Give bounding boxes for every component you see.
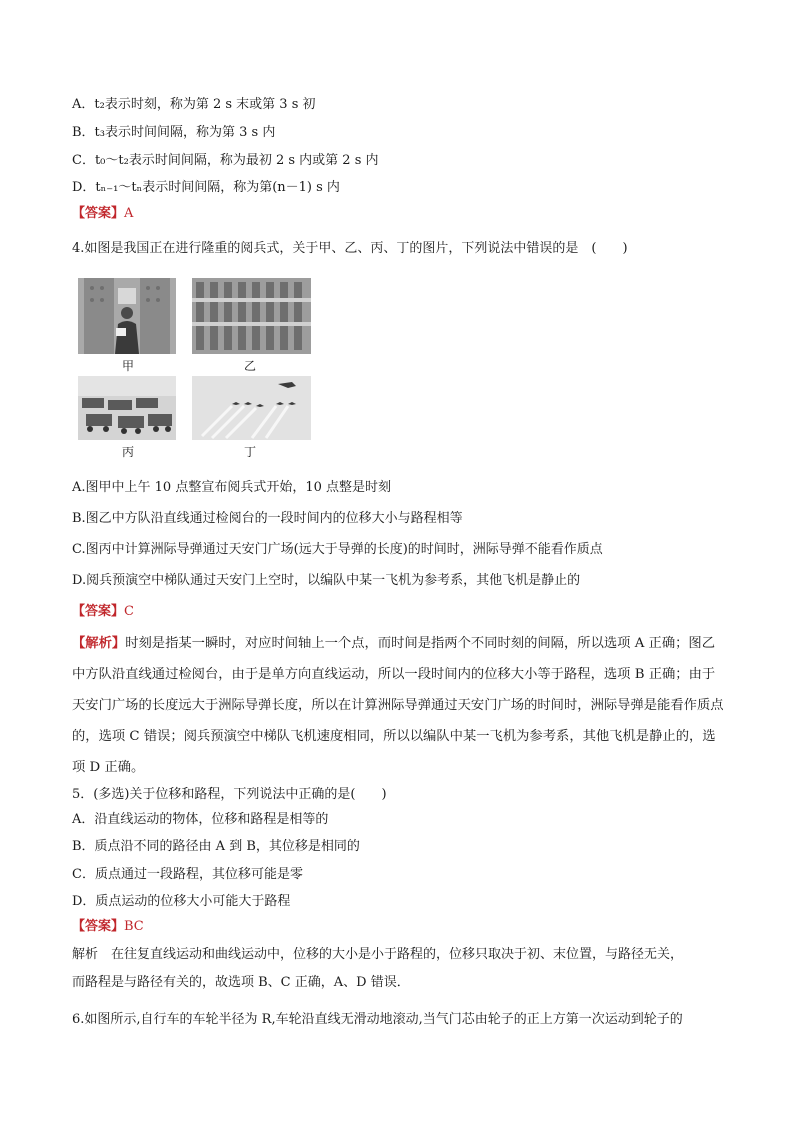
analysis-text: 时刻是指某一瞬时，对应时间轴上一个点，而时间是指两个不同时刻的间隔，所以选项 A 正确；图乙中方队沿直线通过检阅台，由于是单方向直线运动，所以一段时间内的位移大小等于路程，选项 B 正确；由于天安门广场的长度远大于洲际导弹长度，所以在计算洲际导弹通过天安门广场的时间时，洲际导弹是能看作质点的，选项 C 错误；阅兵预演空中梯队飞机速度相同，所以以编队中某一飞机为参考系，其他飞机是静止的，选项 D 正确。	[72, 636, 724, 775]
answer-value: BC	[124, 919, 144, 934]
q5-analysis-line1: 解析 在往复直线运动和曲线运动中，位移的大小是小于路程的，位移只取决于初、末位置，与路径无关，	[72, 947, 684, 962]
caption-yi: 乙	[243, 359, 256, 373]
photo-jia	[78, 278, 176, 354]
answer-value: C	[124, 604, 134, 619]
q5-analysis-line2: 而路程是与路径有关的，故选项 B、C 正确，A、D 错误．	[72, 975, 410, 990]
q5-answer	[72, 918, 144, 936]
caption-jia: 甲	[121, 359, 134, 373]
q3-option-a: A．t₂表示时刻，称为第 2 s 末或第 3 s 初	[72, 97, 316, 112]
photo-yi	[192, 278, 311, 354]
q5-option-a: A．沿直线运动的物体，位移和路程是相等的	[72, 812, 329, 827]
q3-option-c: C．t₀～t₂表示时间间隔，称为最初 2 s 内或第 2 s 内	[72, 153, 379, 168]
photo-bing	[78, 376, 176, 440]
analysis-label: 【解析】	[72, 636, 126, 651]
q4-answer	[72, 603, 134, 621]
q4-stem: 4.如图是我国正在进行隆重的阅兵式，关于甲、乙、丙、丁的图片，下列说法中错误的是 ( )	[72, 241, 628, 256]
photo-ding	[192, 376, 311, 440]
q3-answer	[72, 205, 133, 223]
caption-ding: 丁	[243, 445, 256, 459]
q4-option-a: A.图甲中上午 10 点整宣布阅兵式开始，10 点整是时刻	[72, 480, 392, 495]
q4-option-c: C.图丙中计算洲际导弹通过天安门广场(远大于导弹的长度)的时间时，洲际导弹不能看作质点	[72, 542, 603, 557]
q5-option-c: C．质点通过一段路程，其位移可能是零	[72, 867, 303, 882]
answer-value: A	[124, 206, 134, 221]
q6-stem: 6.如图所示,自行车的车轮半径为 R,车轮沿直线无滑动地滚动,当气门芯由轮子的正上方第一次运动到轮子的	[72, 1012, 683, 1027]
q5-stem: 5．(多选)关于位移和路程，下列说法中正确的是( )	[72, 787, 387, 802]
answer-label: 【答案】	[72, 919, 125, 934]
q5-option-d: D．质点运动的位移大小可能大于路程	[72, 894, 291, 909]
q4-option-d: D.阅兵预演空中梯队通过天安门上空时，以编队中某一飞机为参考系，其他飞机是静止的	[72, 573, 581, 588]
q3-option-b: B．t₃表示时间间隔，称为第 3 s 内	[72, 125, 276, 140]
answer-label: 【答案】	[72, 604, 125, 619]
q4-option-b: B.图乙中方队沿直线通过检阅台的一段时间内的位移大小与路程相等	[72, 511, 463, 526]
q5-option-b: B．质点沿不同的路径由 A 到 B，其位移是相同的	[72, 839, 360, 854]
caption-bing: 丙	[121, 445, 134, 459]
q4-analysis	[72, 628, 727, 783]
answer-label: 【答案】	[72, 206, 125, 221]
q3-option-d: D．tₙ₋₁～tₙ表示时间间隔，称为第(n－1) s 内	[72, 180, 340, 195]
